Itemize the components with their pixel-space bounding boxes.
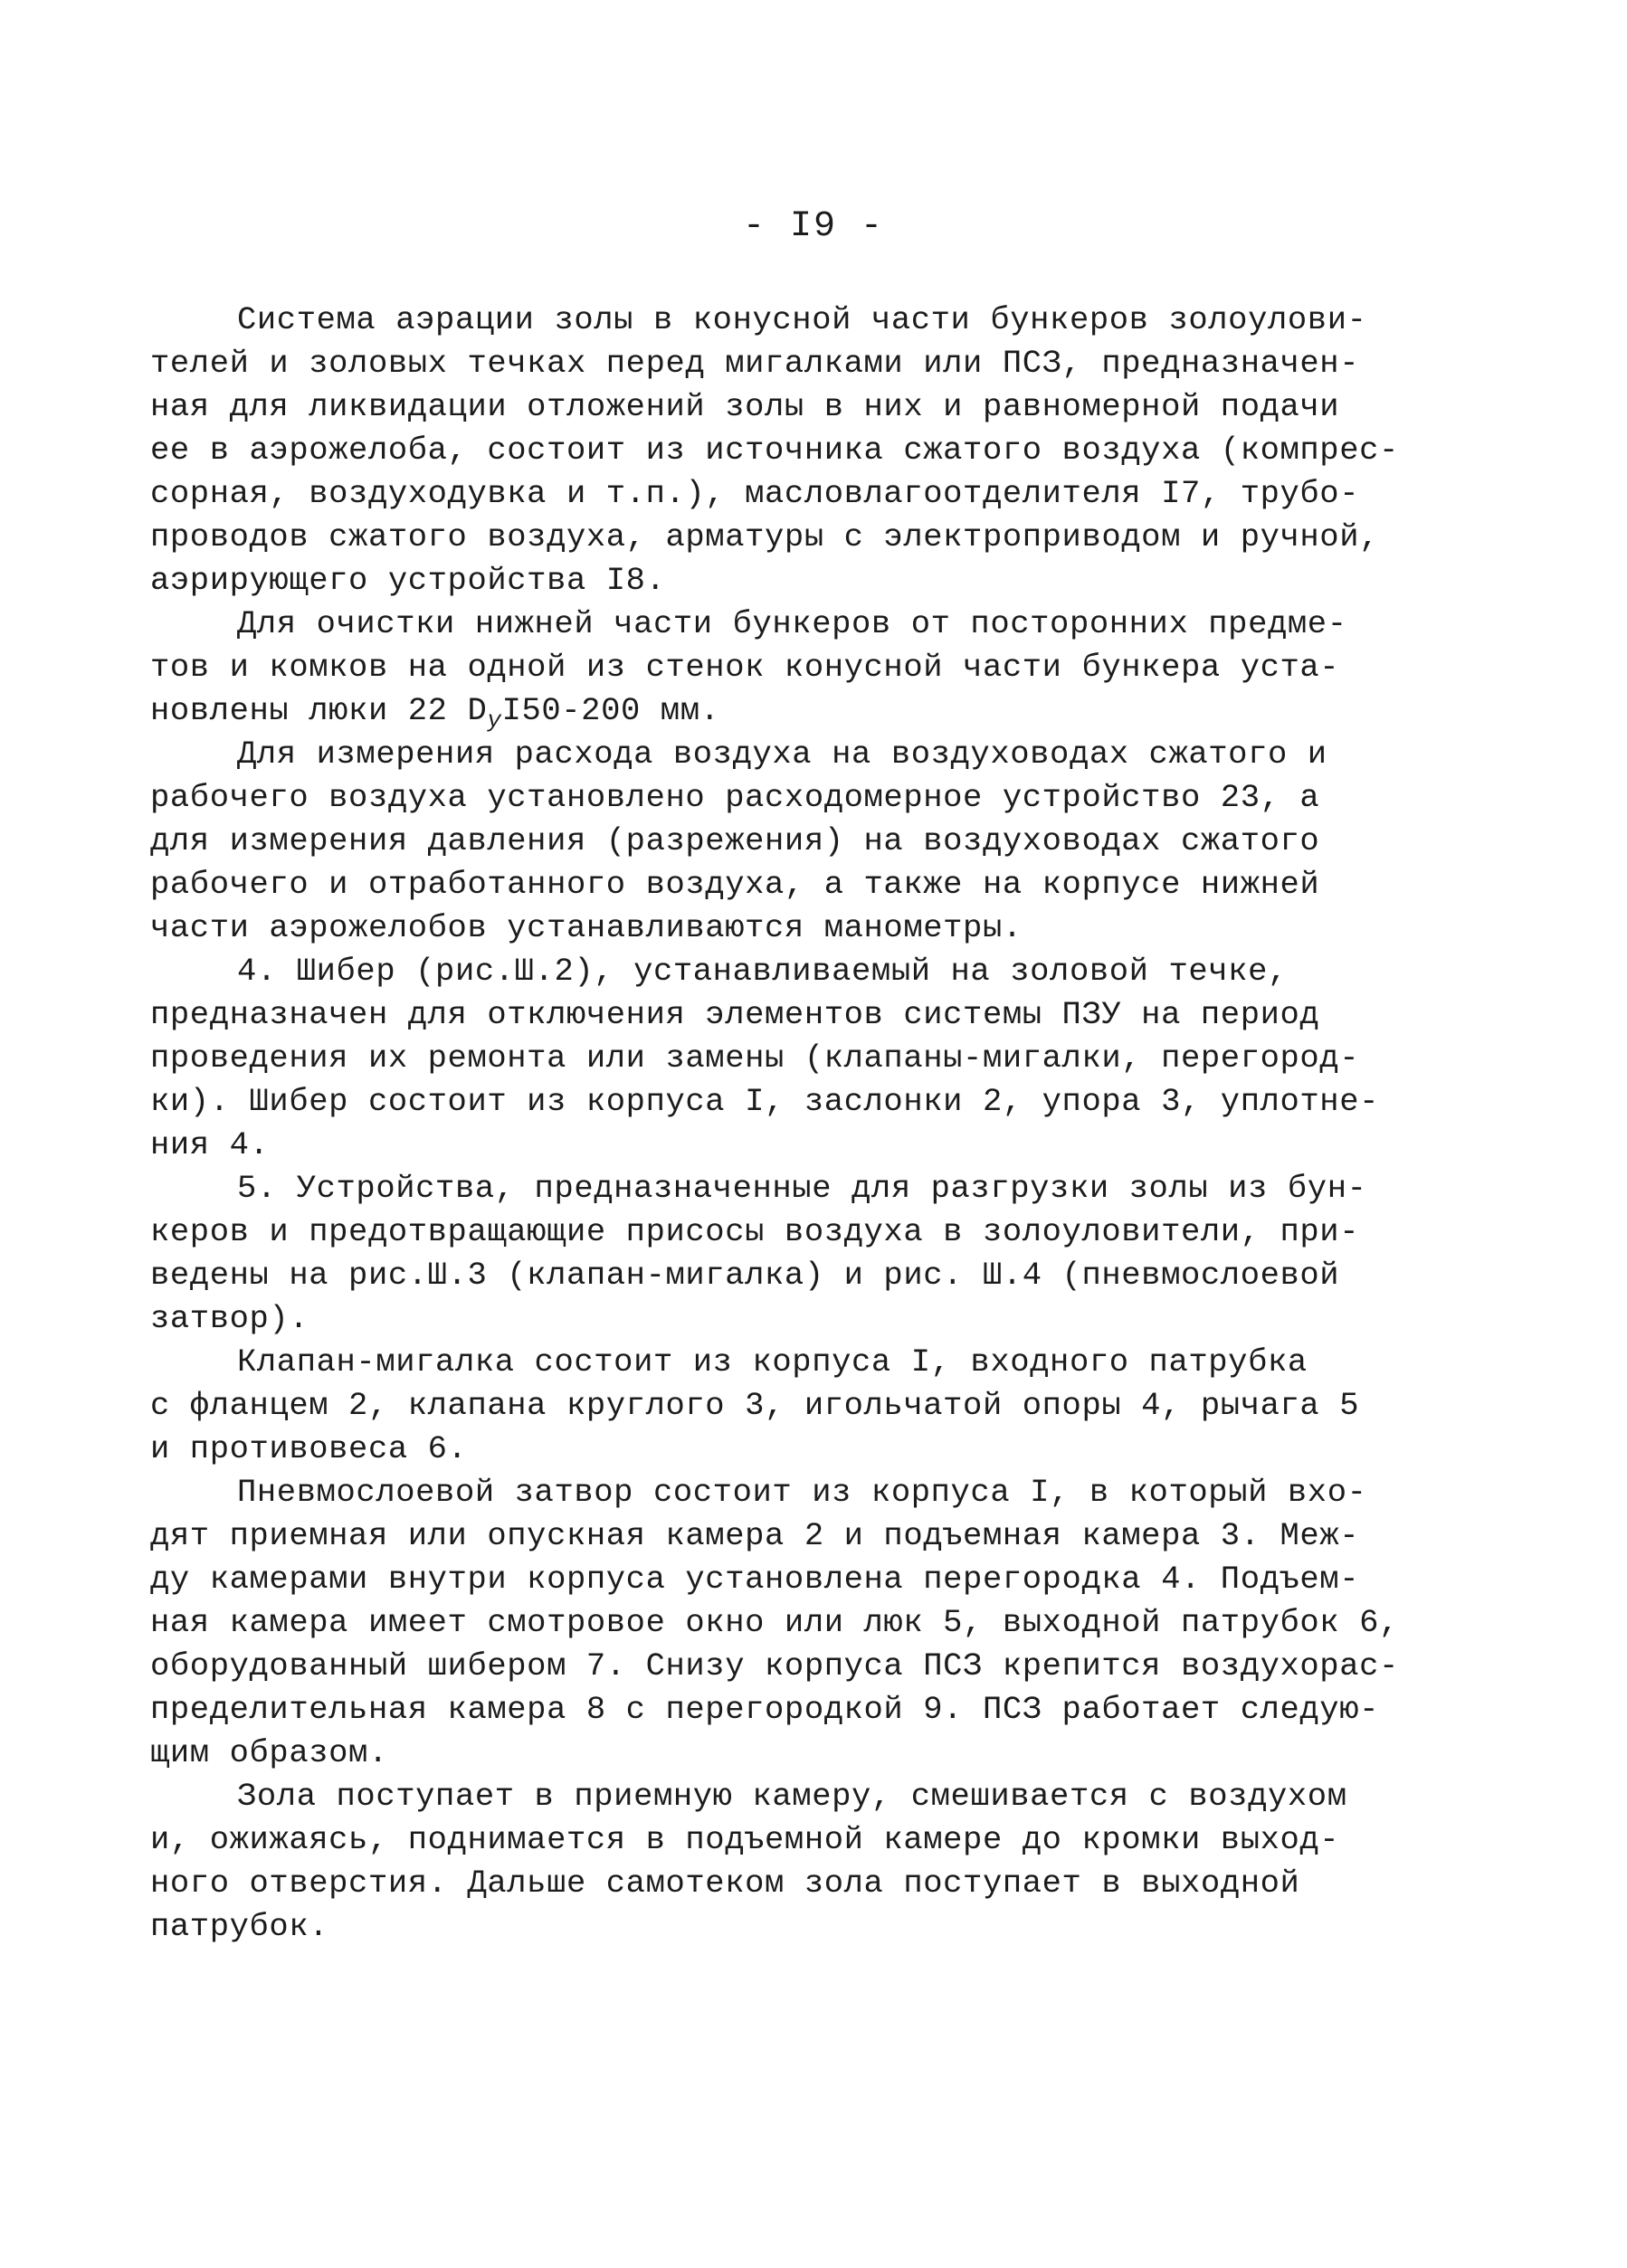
text-line: ния 4. [150,1126,270,1163]
text-line: патрубок. [150,1908,329,1945]
hatch-text: новлены люки 22 D [150,692,488,729]
text-line: рабочего воздуха установлено расходомерное устройство 23, а [150,779,1320,816]
text-line: проводов сжатого воздуха, арматуры с электроприводом и ручной, [150,518,1380,555]
text-line: ная для ликвидации отложений золы в них и равномерной подачи [150,388,1340,425]
text-line: 5. Устройства, предназначенные для разгрузки золы из бун- [237,1170,1367,1207]
text-line: оборудованный шибером 7. Снизу корпуса ПСЗ крепится воздухорас- [150,1647,1399,1684]
text-line: части аэрожелобов устанавливаются манометры. [150,909,1023,946]
text-line: проведения их ремонта или замены (клапаны-мигалки, перегород- [150,1039,1360,1077]
text-line: предназначен для отключения элементов системы ПЗУ на период [150,996,1320,1033]
text-line: щим образом. [150,1734,388,1771]
text-line: рабочего и отработанного воздуха, а также на корпусе нижней [150,866,1320,903]
hatch-subscript: y [487,707,502,734]
text-line: сорная, воздуходувка и т.п.), масловлагоотделителя I7, трубо- [150,475,1360,512]
text-line: Система аэрации золы в конусной части бункеров золоулови- [237,301,1367,338]
text-line: для измерения давления (разрежения) на воздуховодах сжатого [150,822,1320,859]
text-line: телей и золовых течках перед мигалками или ПСЗ, предназначен- [150,345,1360,382]
text-line: ки). Шибер состоит из корпуса I, заслонки 2, упора 3, уплотне- [150,1083,1380,1120]
text-line: ду камерами внутри корпуса установлена перегородка 4. Подъем- [150,1561,1360,1598]
text-line: дят приемная или опускная камера 2 и подъемная камера 3. Меж- [150,1517,1360,1554]
text-line: и, ожижаясь, поднимается в подъемной камере до кромки выход- [150,1821,1340,1858]
text-line: Для измерения расхода воздуха на воздуховодах сжатого и [237,735,1327,773]
text-line: Пневмослоевой затвор состоит из корпуса I, в который вхо- [237,1474,1367,1511]
text-line: ная камера имеет смотровое окно или люк 5, выходной патрубок 6, [150,1604,1399,1641]
text-line: пределительная камера 8 с перегородкой 9. ПСЗ работает следую- [150,1691,1380,1728]
page-number: - I9 - [742,206,885,247]
text-line: с фланцем 2, клапана круглого 3, игольчатой опоры 4, рычага 5 [150,1387,1360,1424]
text-line: затвор). [150,1300,309,1337]
text-line: Для очистки нижней части бункеров от посторонних предме- [237,605,1347,642]
text-line: ного отверстия. Дальше самотеком зола поступает в выходной [150,1865,1300,1902]
text-line: и противовеса 6. [150,1430,468,1467]
text-line: ведены на рис.Ш.3 (клапан-мигалка) и рис. Ш.4 (пневмослоевой [150,1257,1340,1294]
text-line: аэрирующего устройства I8. [150,562,666,599]
text-line: 4. Шибер (рис.Ш.2), устанавливаемый на золовой течке, [237,953,1288,990]
text-line: тов и комков на одной из стенок конусной части бункера уста- [150,649,1340,686]
text-line: керов и предотвращающие присосы воздуха в золоуловители, при- [150,1213,1360,1250]
text-line: Клапан-мигалка состоит из корпуса I, входного патрубка [237,1343,1308,1381]
text-line: ее в аэрожелоба, состоит из источника сжатого воздуха (компрес- [150,432,1399,469]
hatch-size: I50-200 мм. [501,692,720,729]
text-line: Зола поступает в приемную камеру, смешивается с воздухом [237,1778,1347,1815]
